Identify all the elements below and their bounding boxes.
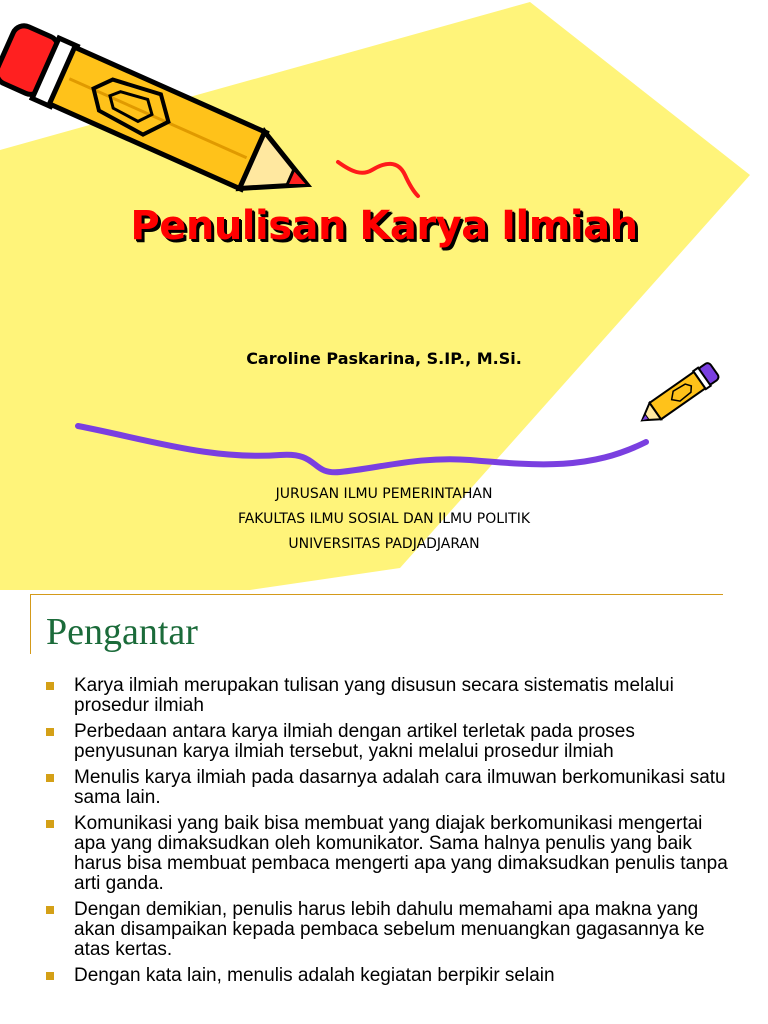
bullet-list [46, 676, 736, 992]
slide-heading: Pengantar [46, 611, 198, 653]
square-bullet-icon [46, 728, 54, 736]
square-bullet-icon [46, 774, 54, 782]
bullet-text: Karya ilmiah merupakan tulisan yang disusun secara sistematis melalui prosedur ilmiah [74, 675, 674, 716]
bullet-text: Dengan demikian, penulis harus lebih dahulu memahami apa makna yang akan disampaikan kepada pembaca sebelum menuangkan gagasannya ke atas kertas. [74, 899, 705, 960]
bullet-item [46, 768, 736, 808]
slide-title: Penulisan Karya Ilmiah [130, 203, 638, 249]
left-rule [30, 594, 31, 654]
square-bullet-icon [46, 906, 54, 914]
bullet-text: Perbedaan antara karya ilmiah dengan artikel terletak pada proses penyusunan karya ilmiah tersebut, yakni melalui prosedur ilmiah [74, 721, 635, 762]
institution-department: JURUSAN ILMU PEMERINTAHAN [275, 486, 493, 502]
institution-university: UNIVERSITAS PADJADJARAN [288, 536, 480, 552]
bullet-text: Komunikasi yang baik bisa membuat yang diajak berkomunikasi mengertai apa yang dimaksudkan oleh komunikator. Sama halnya penulis yang baik harus bisa membuat pembaca mengerti apa yang dimaksudkan penulis tanpa arti ganda. [74, 813, 728, 894]
bullet-item [46, 814, 736, 894]
author-name: Caroline Paskarina, S.IP., M.Si. [246, 349, 522, 368]
content-slide [0, 590, 768, 1024]
bullet-text: Menulis karya ilmiah pada dasarnya adalah cara ilmuwan berkomunikasi satu sama lain. [74, 767, 726, 808]
bullet-item [46, 966, 736, 986]
top-rule [30, 594, 723, 595]
square-bullet-icon [46, 972, 54, 980]
square-bullet-icon [46, 682, 54, 690]
institution-faculty: FAKULTAS ILMU SOSIAL DAN ILMU POLITIK [237, 511, 531, 527]
bullet-item [46, 722, 736, 762]
bullet-item [46, 900, 736, 960]
bullet-text: Dengan kata lain, menulis adalah kegiatan berpikir selain [74, 965, 555, 986]
small-pencil-icon [635, 361, 721, 430]
square-bullet-icon [46, 820, 54, 828]
bullet-item [46, 676, 736, 716]
